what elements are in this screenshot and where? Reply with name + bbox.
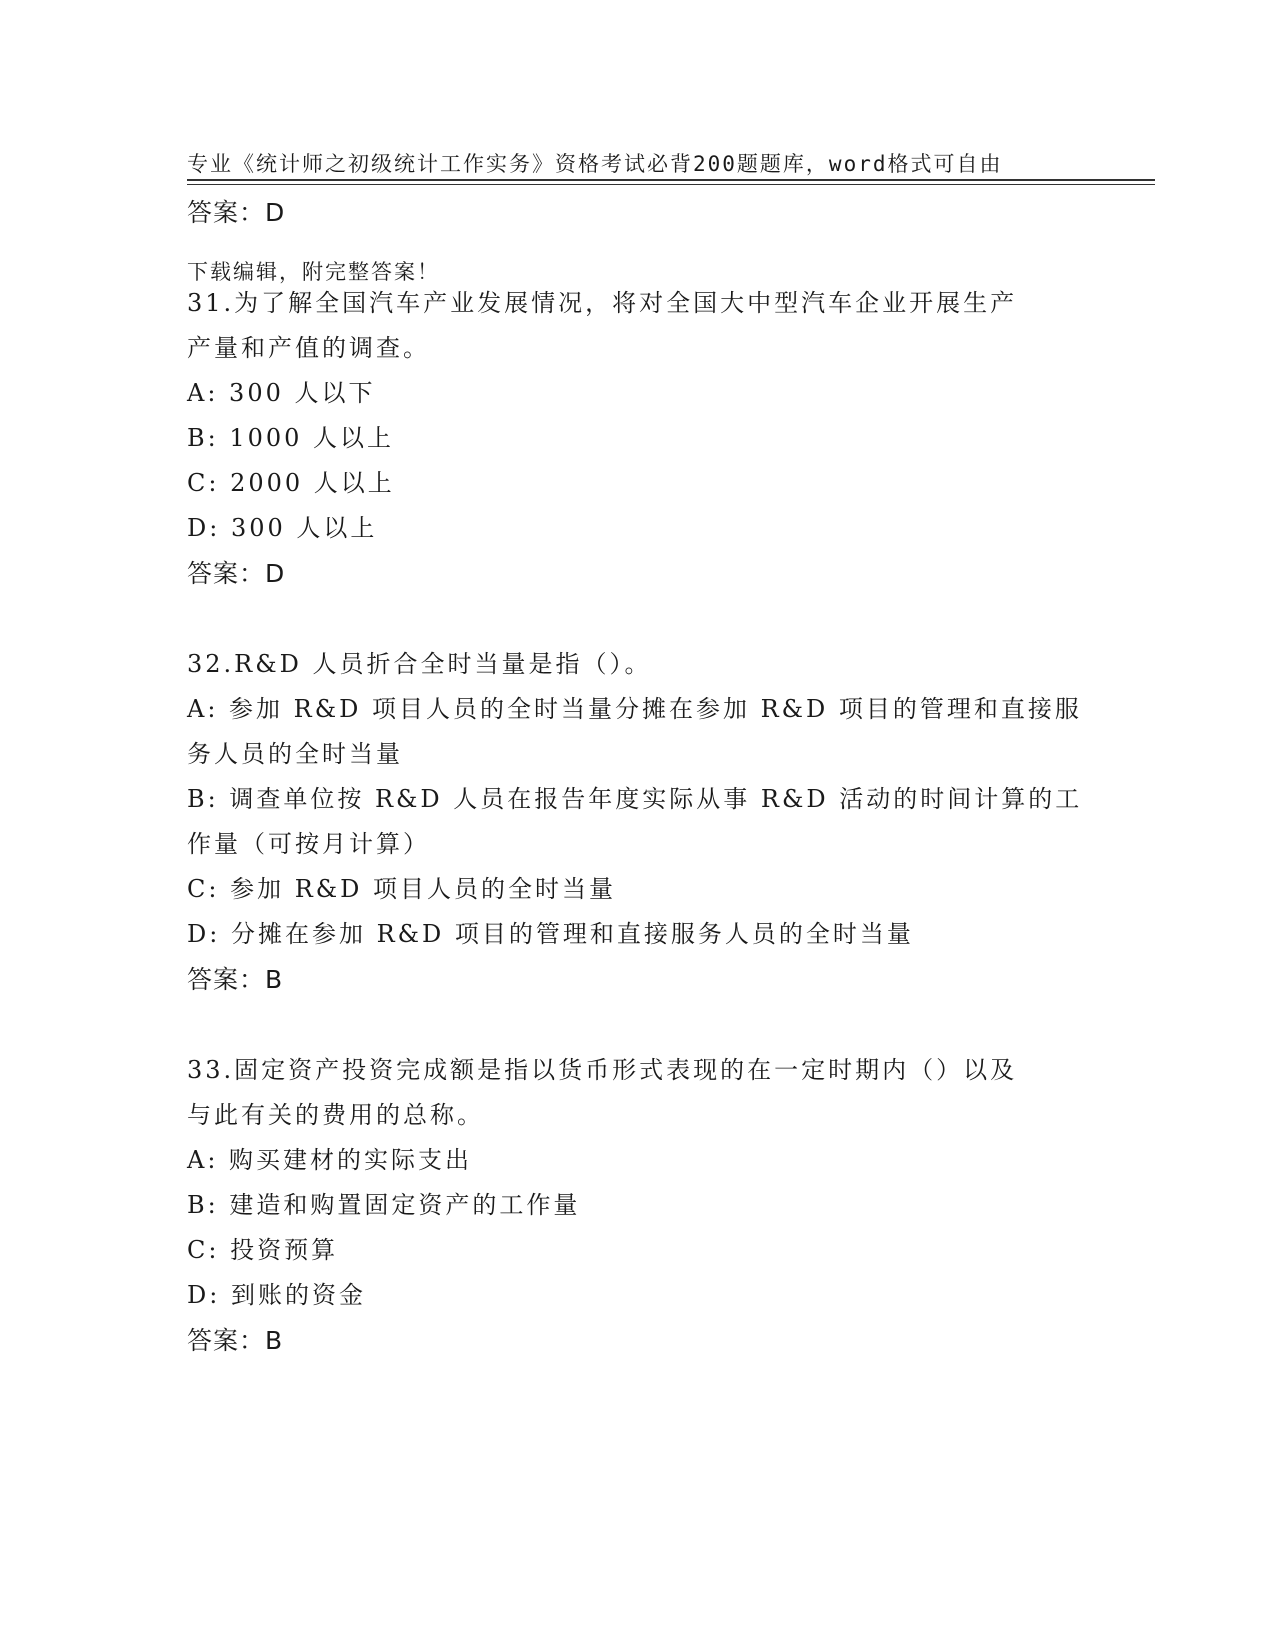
header-divider-thick (187, 179, 1155, 181)
answer: 答案：B (187, 965, 284, 994)
option-c: C: 投资预算 (187, 1236, 339, 1264)
option-a-line-2: 务人员的全时当量 (187, 740, 403, 768)
option-d: D: 分摊在参加 R&D 项目的管理和直接服务人员的全时当量 (187, 920, 914, 948)
option-c: C: 2000 人以上 (187, 469, 395, 497)
answer: 答案：D (187, 559, 286, 588)
question-31 (187, 281, 1087, 596)
question-stem-line-2: 产量和产值的调查。 (187, 334, 430, 362)
question-stem-line-1: 31.为了解全国汽车产业发展情况，将对全国大中型汽车企业开展生产 (187, 289, 1018, 317)
question-stem-line-1: 32.R&D 人员折合全时当量是指（）。 (187, 650, 652, 678)
option-a: A: 购买建材的实际支出 (187, 1146, 473, 1174)
previous-answer: 答案：D (187, 198, 286, 227)
option-b-line-2: 作量（可按月计算） (187, 830, 430, 858)
option-b: B: 建造和购置固定资产的工作量 (187, 1191, 581, 1219)
header-text-line-2: 下载编辑，附完整答案！ (187, 260, 440, 284)
answer: 答案：B (187, 1326, 284, 1355)
question-33 (187, 1048, 1087, 1363)
option-b: B: 1000 人以上 (187, 424, 395, 452)
question-stem-line-1: 33.固定资产投资完成额是指以货币形式表现的在一定时期内（）以及 (187, 1056, 1018, 1084)
option-b-line-1: B: 调查单位按 R&D 人员在报告年度实际从事 R&D 活动的时间计算的工 (187, 785, 1083, 813)
option-a: A: 300 人以下 (187, 379, 376, 407)
question-list (187, 190, 1087, 1363)
header-text-line-1: 专业《统计师之初级统计工作实务》资格考试必背200题题库，word格式可自由 (187, 152, 1003, 176)
option-d: D: 到账的资金 (187, 1281, 366, 1309)
question-32 (187, 642, 1087, 1002)
option-c: C: 参加 R&D 项目人员的全时当量 (187, 875, 617, 903)
option-d: D: 300 人以上 (187, 514, 378, 542)
question-stem-line-2: 与此有关的费用的总称。 (187, 1101, 484, 1129)
option-a-line-1: A: 参加 R&D 项目人员的全时当量分摊在参加 R&D 项目的管理和直接服 (187, 695, 1082, 723)
header-divider-thin (187, 184, 1155, 185)
